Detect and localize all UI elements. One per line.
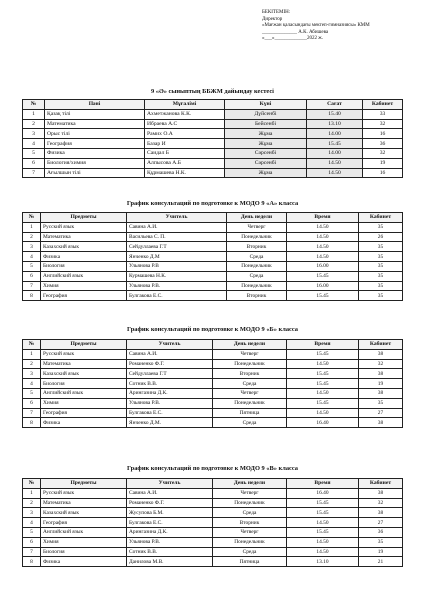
table-cell: 4 [23, 139, 45, 149]
table-cell: Русский язык [41, 222, 127, 232]
table-row [23, 498, 403, 508]
table-cell: Понедельник [213, 498, 287, 508]
table-row [23, 418, 403, 428]
table-cell: Среда [213, 547, 287, 557]
table-row [23, 242, 403, 252]
table-cell: Математика [41, 359, 127, 369]
column-header: Кабинет [359, 213, 403, 223]
table-cell: 32 [359, 359, 403, 369]
table-cell: Ульянова Р.В. [127, 398, 213, 408]
table-cell: Құрмашева Н.К. [145, 168, 225, 178]
table-cell: 38 [359, 418, 403, 428]
table-cell: 15.45 [287, 271, 359, 281]
approval-stamp [262, 10, 424, 43]
table-cell: 15.45 [287, 291, 359, 301]
table-cell: 8 [23, 291, 41, 301]
column-header: № [23, 100, 45, 110]
column-header: № [23, 479, 41, 489]
table-cell: 14.50 [287, 408, 359, 418]
column-header: Пәні [45, 100, 145, 110]
column-header: Время [287, 479, 359, 489]
table-cell: Английский язык [41, 271, 127, 281]
table-cell: Романенко Ф.Г. [127, 498, 213, 508]
approval-line: «Мағжан қаласындағы мектеп-гимназиясы» КММ [262, 23, 370, 29]
table-cell: Булгакова Е.С. [127, 408, 213, 418]
table-cell: 15.45 [307, 139, 363, 149]
table-cell: 1 [23, 109, 45, 119]
table-cell: Данилова М.В. [127, 557, 213, 567]
table-cell: 14.50 [287, 537, 359, 547]
table-cell: 15.40 [307, 109, 363, 119]
table-cell: 5 [23, 261, 41, 271]
table-cell: 16.40 [287, 488, 359, 498]
table-cell: 35 [359, 537, 403, 547]
approval-line: БЕКІТЕМІН: [262, 10, 291, 15]
table-cell: Понедельник [213, 398, 287, 408]
table-cell: Химия [41, 398, 127, 408]
table-cell: Ибраева А.С [145, 119, 225, 129]
table-cell: 7 [23, 547, 41, 557]
table-9v-consultations [22, 478, 403, 567]
table-cell: Среда [213, 508, 287, 518]
table-cell: 14.50 [287, 252, 359, 262]
table-cell: 3 [23, 242, 41, 252]
table-row [23, 271, 403, 281]
table-9a-consultations [22, 212, 403, 301]
table-cell: Английский язык [41, 527, 127, 537]
table-cell: География [41, 291, 127, 301]
column-header: Предметы [41, 479, 127, 489]
table-cell: Сейдуллаева Г.Т [127, 242, 227, 252]
table-cell: 35 [359, 261, 403, 271]
table-cell: 15.45 [287, 349, 359, 359]
table-cell: 15.45 [287, 508, 359, 518]
table-row [23, 488, 403, 498]
table-cell: 35 [359, 291, 403, 301]
table-cell: 1 [23, 488, 41, 498]
column-header: Учитель [127, 340, 213, 350]
table-cell: Понедельник [227, 281, 287, 291]
table-cell: 4 [23, 518, 41, 528]
table-row [23, 109, 403, 119]
table-cell: Бейсенбі [225, 119, 307, 129]
table-cell: 19 [363, 158, 403, 168]
table-cell: Четверг [213, 388, 287, 398]
table-cell: 7 [23, 281, 41, 291]
table-cell: Романенко Ф.Г. [127, 359, 213, 369]
table-cell: Қазақ тілі [45, 109, 145, 119]
table-row [23, 232, 403, 242]
table-cell: Казахский язык [41, 508, 127, 518]
table-cell: 6 [23, 537, 41, 547]
column-header: Предметы [41, 213, 127, 223]
table-cell: 14.00 [307, 129, 363, 139]
table-cell: Четверг [213, 527, 287, 537]
table-row [23, 168, 403, 178]
table-row [23, 119, 403, 129]
table-cell: 14.50 [287, 232, 359, 242]
table-cell: 14.50 [287, 388, 359, 398]
table-row [23, 129, 403, 139]
table-cell: Вторник [213, 518, 287, 528]
table-cell: Вторник [227, 291, 287, 301]
table-cell: 27 [359, 518, 403, 528]
column-header: Сағат [307, 100, 363, 110]
column-header: Время [287, 213, 359, 223]
table-row [23, 349, 403, 359]
table-cell: Янченко Д.М [127, 252, 227, 262]
table-cell: 15.45 [287, 379, 359, 389]
table-cell: 6 [23, 271, 41, 281]
table-cell: Четверг [227, 222, 287, 232]
column-header: День недели [213, 479, 287, 489]
table-row [23, 158, 403, 168]
table-cell: Казахский язык [41, 242, 127, 252]
table-cell: Русский язык [41, 349, 127, 359]
table2-title: График консультаций по подготовке к МОДО 9 «А» класса [126, 200, 299, 207]
table-cell: Биология [41, 379, 127, 389]
table-cell: Вторник [213, 369, 287, 379]
table-cell: Понедельник [213, 537, 287, 547]
table-cell: 33 [363, 109, 403, 119]
table-row [23, 508, 403, 518]
table3-title: График консультаций по подготовке к МОДО 9 «Б» класса [127, 326, 298, 333]
table-cell: 2 [23, 498, 41, 508]
table-cell: Саидал Б [145, 148, 225, 158]
table-cell: 8 [23, 557, 41, 567]
column-header: Мұғалімі [145, 100, 225, 110]
table-cell: 32 [363, 148, 403, 158]
table-cell: Арингазина Д.К. [127, 388, 213, 398]
table-row [23, 518, 403, 528]
table-cell: Базар И [145, 139, 225, 149]
table-cell: Жұма [225, 139, 307, 149]
table-cell: 38 [359, 369, 403, 379]
table-cell: 21 [359, 557, 403, 567]
table-row [23, 398, 403, 408]
table-row [23, 252, 403, 262]
table-cell: Ағылшын тілі [45, 168, 145, 178]
table-cell: Жұма [225, 129, 307, 139]
table-cell: Васильева С. П. [127, 232, 227, 242]
table-cell: 8 [23, 418, 41, 428]
table-cell: География [45, 139, 145, 149]
table-cell: Янченко Д.М. [127, 418, 213, 428]
table-cell: Понедельник [227, 261, 287, 271]
table-cell: Савина А.И. [127, 488, 213, 498]
table-header-row [23, 479, 403, 489]
table-cell: Четверг [213, 349, 287, 359]
table-cell: 3 [23, 129, 45, 139]
table-cell: Ульянова Р.В. [127, 281, 227, 291]
table-cell: 15.45 [287, 369, 359, 379]
table-cell: Физика [41, 418, 127, 428]
table-cell: Жусупова Б.М. [127, 508, 213, 518]
table-cell: 36 [363, 139, 403, 149]
table-cell: Математика [41, 498, 127, 508]
table-cell: Савина А.И. [127, 222, 227, 232]
table-row [23, 291, 403, 301]
table-cell: 13.10 [307, 119, 363, 129]
column-header: Предметы [41, 340, 127, 350]
table-cell: 2 [23, 119, 45, 129]
table-cell: 2 [23, 359, 41, 369]
table-cell: Среда [227, 271, 287, 281]
table-cell: Ульянова Р.В [127, 261, 227, 271]
approval-line: Директор [262, 16, 283, 22]
table-cell: Сәрсенбі [225, 158, 307, 168]
column-header: Күні [225, 100, 307, 110]
table-cell: 6 [23, 158, 45, 168]
table-cell: Русский язык [41, 488, 127, 498]
table-cell: 5 [23, 148, 45, 158]
table-cell: 35 [359, 271, 403, 281]
table-cell: 35 [359, 222, 403, 232]
table-cell: Дүйсенбі [225, 109, 307, 119]
table-cell: Арингазина Д.К. [127, 527, 213, 537]
table-cell: Булгакова Е.С. [127, 291, 227, 301]
table-cell: 14.50 [287, 222, 359, 232]
table-cell: 1 [23, 222, 41, 232]
table-cell: 5 [23, 388, 41, 398]
table-cell: 15.45 [287, 498, 359, 508]
table-cell: Булгакова Е.С. [127, 518, 213, 528]
table-cell: 14.50 [307, 168, 363, 178]
table-row [23, 537, 403, 547]
table-row [23, 557, 403, 567]
table-cell: Курмашева Н.К. [127, 271, 227, 281]
table-cell: 32 [359, 498, 403, 508]
table-cell: 35 [359, 252, 403, 262]
table-row [23, 359, 403, 369]
table-row [23, 379, 403, 389]
table-cell: Математика [45, 119, 145, 129]
table-cell: Савина А.И. [127, 349, 213, 359]
table-cell: 16.00 [287, 281, 359, 291]
table-cell: 35 [359, 281, 403, 291]
table-cell: Жұма [225, 168, 307, 178]
column-header: Кабинет [363, 100, 403, 110]
table-cell: 38 [359, 349, 403, 359]
column-header: Учитель [127, 213, 227, 223]
column-header: № [23, 340, 41, 350]
table-9b-consultations [22, 339, 403, 428]
table-cell: 14.50 [287, 359, 359, 369]
table-cell: Пятница [213, 408, 287, 418]
table-cell: 36 [359, 527, 403, 537]
column-header: № [23, 213, 41, 223]
table-cell: Казахский язык [41, 369, 127, 379]
table-row [23, 408, 403, 418]
table-kz-schedule [22, 99, 403, 178]
table-cell: 19 [359, 547, 403, 557]
table-cell: Среда [213, 379, 287, 389]
table-header-row [23, 213, 403, 223]
table-cell: Сотник В.В. [127, 547, 213, 557]
table-cell: 26 [359, 232, 403, 242]
table-cell: География [41, 408, 127, 418]
table-cell: Биология/химия [45, 158, 145, 168]
table4-title: График консультаций по подготовке к МОДО 9 «В» класса [127, 465, 298, 472]
table-cell: Понедельник [213, 359, 287, 369]
table-cell: 16.40 [287, 418, 359, 428]
table-cell: 7 [23, 168, 45, 178]
table-cell: 15.45 [287, 527, 359, 537]
table-cell: 16 [363, 168, 403, 178]
table-cell: 38 [359, 388, 403, 398]
table-cell: 4 [23, 252, 41, 262]
table-cell: 16 [363, 129, 403, 139]
table-cell: Вторник [227, 242, 287, 252]
table-cell: 3 [23, 369, 41, 379]
table-cell: 6 [23, 398, 41, 408]
table-row [23, 261, 403, 271]
table-row [23, 139, 403, 149]
column-header: Кабинет [359, 340, 403, 350]
table-cell: Биология [41, 261, 127, 271]
approval-line: «___»_____________2022 ж. [262, 36, 323, 42]
table-cell: Среда [227, 252, 287, 262]
table-cell: 38 [359, 508, 403, 518]
table-row [23, 222, 403, 232]
table-cell: Орыс тілі [45, 129, 145, 139]
table-cell: 16.00 [287, 261, 359, 271]
table-row [23, 388, 403, 398]
table-row [23, 547, 403, 557]
table-cell: Алпысова А.Б [145, 158, 225, 168]
table-cell: 3 [23, 508, 41, 518]
table-cell: 19 [359, 379, 403, 389]
table-cell: 14.00 [307, 148, 363, 158]
table-cell: 14.50 [307, 158, 363, 168]
table-row [23, 281, 403, 291]
approval-line: ______________ А.К. Абишева [262, 29, 329, 35]
table-cell: Понедельник [227, 232, 287, 242]
table1-title: 9 «Ә» сыныптың ББЖМ дайындау кестесі [151, 88, 274, 95]
table-header-row [23, 340, 403, 350]
table-row [23, 369, 403, 379]
table-cell: 14.50 [287, 518, 359, 528]
column-header: День недели [227, 213, 287, 223]
column-header: Кабинет [359, 479, 403, 489]
column-header: Время [287, 340, 359, 350]
table-cell: 15.45 [287, 398, 359, 408]
table-cell: Рамих О.А [145, 129, 225, 139]
table-cell: География [41, 518, 127, 528]
table-cell: Физика [45, 148, 145, 158]
table-cell: Химия [41, 537, 127, 547]
column-header: Учитель [127, 479, 213, 489]
table-cell: 32 [363, 119, 403, 129]
table-cell: Сәрсенбі [225, 148, 307, 158]
table-cell: 4 [23, 379, 41, 389]
table-cell: Физика [41, 557, 127, 567]
table-cell: Английский язык [41, 388, 127, 398]
table-header-row [23, 100, 403, 110]
table-cell: Четверг [213, 488, 287, 498]
table-cell: Сотник В.В. [127, 379, 213, 389]
table-cell: 27 [359, 408, 403, 418]
table-cell: Среда [213, 418, 287, 428]
table-cell: 7 [23, 408, 41, 418]
table-row [23, 148, 403, 158]
table-cell: 14.50 [287, 547, 359, 557]
table-cell: Физика [41, 252, 127, 262]
table-cell: 14.50 [287, 242, 359, 252]
table-cell: Ахметжанова К.К. [145, 109, 225, 119]
table-cell: 35 [359, 398, 403, 408]
table-row [23, 527, 403, 537]
table-cell: Биология [41, 547, 127, 557]
table-cell: Сейдуллаева Г.Т [127, 369, 213, 379]
table-cell: Ульянова Р.В. [127, 537, 213, 547]
table-cell: 5 [23, 527, 41, 537]
table-cell: Пятница [213, 557, 287, 567]
table-cell: Химия [41, 281, 127, 291]
table-cell: Математика [41, 232, 127, 242]
table-cell: 2 [23, 232, 41, 242]
table-cell: 1 [23, 349, 41, 359]
column-header: День недели [213, 340, 287, 350]
table-cell: 13.10 [287, 557, 359, 567]
table-cell: 38 [359, 488, 403, 498]
table-cell: 35 [359, 242, 403, 252]
